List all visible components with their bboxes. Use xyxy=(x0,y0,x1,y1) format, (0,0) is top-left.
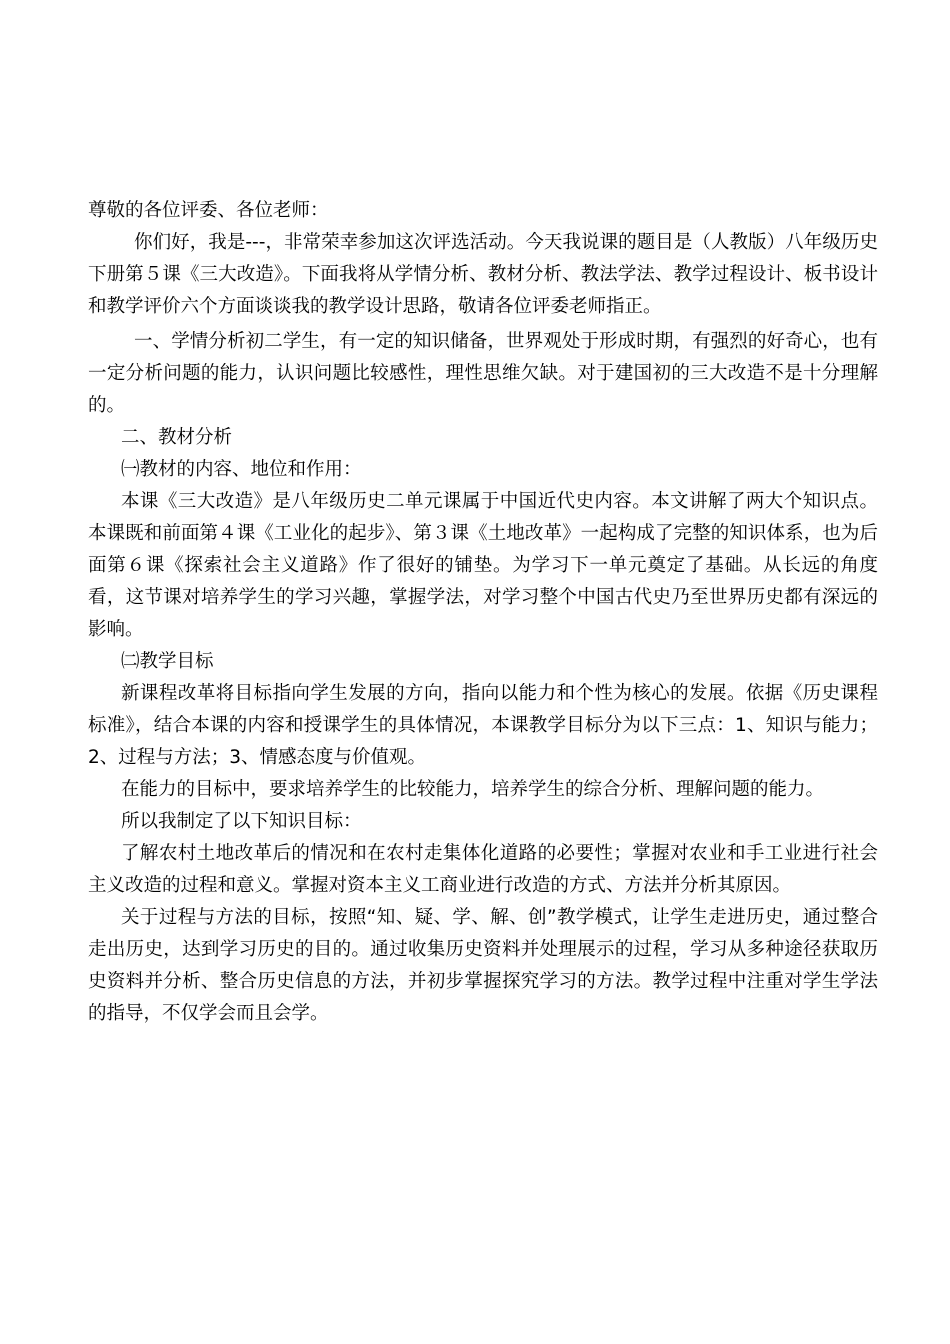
subsection-2-heading: ㈡教学目标 xyxy=(121,651,214,672)
document-page xyxy=(88,195,878,1030)
ability-goal-paragraph: 在能力的目标中，要求培养学生的比较能力，培养学生的综合分析、理解问题的能力。 xyxy=(121,779,825,800)
subsection-2-body: 新课程改革将目标指向学生发展的方向，指向以能力和个性为核心的发展。依据《历史课程标准》，结合本课的内容和授课学生的具体情况，本课教学目标分为以下三点：1、知识与能力；2、过程与方法；3、情感态度与价值观。 xyxy=(88,683,878,768)
knowledge-goal-paragraph: 了解农村土地改革后的情况和在农村走集体化道路的必要性；掌握对农业和手工业进行社会主义改造的过程和意义。掌握对资本主义工商业进行改造的方式、方法并分析其原因。 xyxy=(88,843,878,896)
section-2-heading: 二、教材分析 xyxy=(121,427,233,448)
subsection-1-body: 本课《三大改造》是八年级历史二单元课属于中国近代史内容。本文讲解了两大个知识点。本课既和前面第４课《工业化的起步》、第３课《土地改革》一起构成了完整的知识体系，也为后面第６课《探索社会主义道路》作了很好的铺垫。为学习下一单元奠定了基础。从长远的角度看，这节课对培养学生的学习兴趣，掌握学法，对学习整个中国古代史乃至世界历史都有深远的影响。 xyxy=(88,491,878,640)
subsection-1-heading: ㈠教材的内容、地位和作用： xyxy=(121,459,362,480)
section-1-learner-analysis: 一、学情分析初二学生，有一定的知识储备，世界观处于形成时期，有强烈的好奇心，也有一定分析问题的能力，认识问题比较感性，理性思维欠缺。对于建国初的三大改造不是十分理解的。 xyxy=(88,331,878,416)
salutation: 尊敬的各位评委、各位老师： xyxy=(88,200,329,221)
process-goal-paragraph: 关于过程与方法的目标，按照“知、疑、学、解、创”教学模式，让学生走进历史，通过整合走出历史，达到学习历史的目的。通过收集历史资料并处理展示的过程，学习从多种途径获取历史资料并分析、整合历史信息的方法，并初步掌握探究学习的方法。教学过程中注重对学生学法的指导，不仅学会而且会学。 xyxy=(88,907,878,1024)
intro-paragraph: 你们好，我是---，非常荣幸参加这次评选活动。今天我说课的题目是（人教版）八年级历史下册第５课《三大改造》。下面我将从学情分析、教材分析、教法学法、教学过程设计、板书设计和教学评价六个方面谈谈我的教学设计思路，敬请各位评委老师指正。 xyxy=(88,232,878,317)
knowledge-goal-lead: 所以我制定了以下知识目标： xyxy=(121,811,362,832)
